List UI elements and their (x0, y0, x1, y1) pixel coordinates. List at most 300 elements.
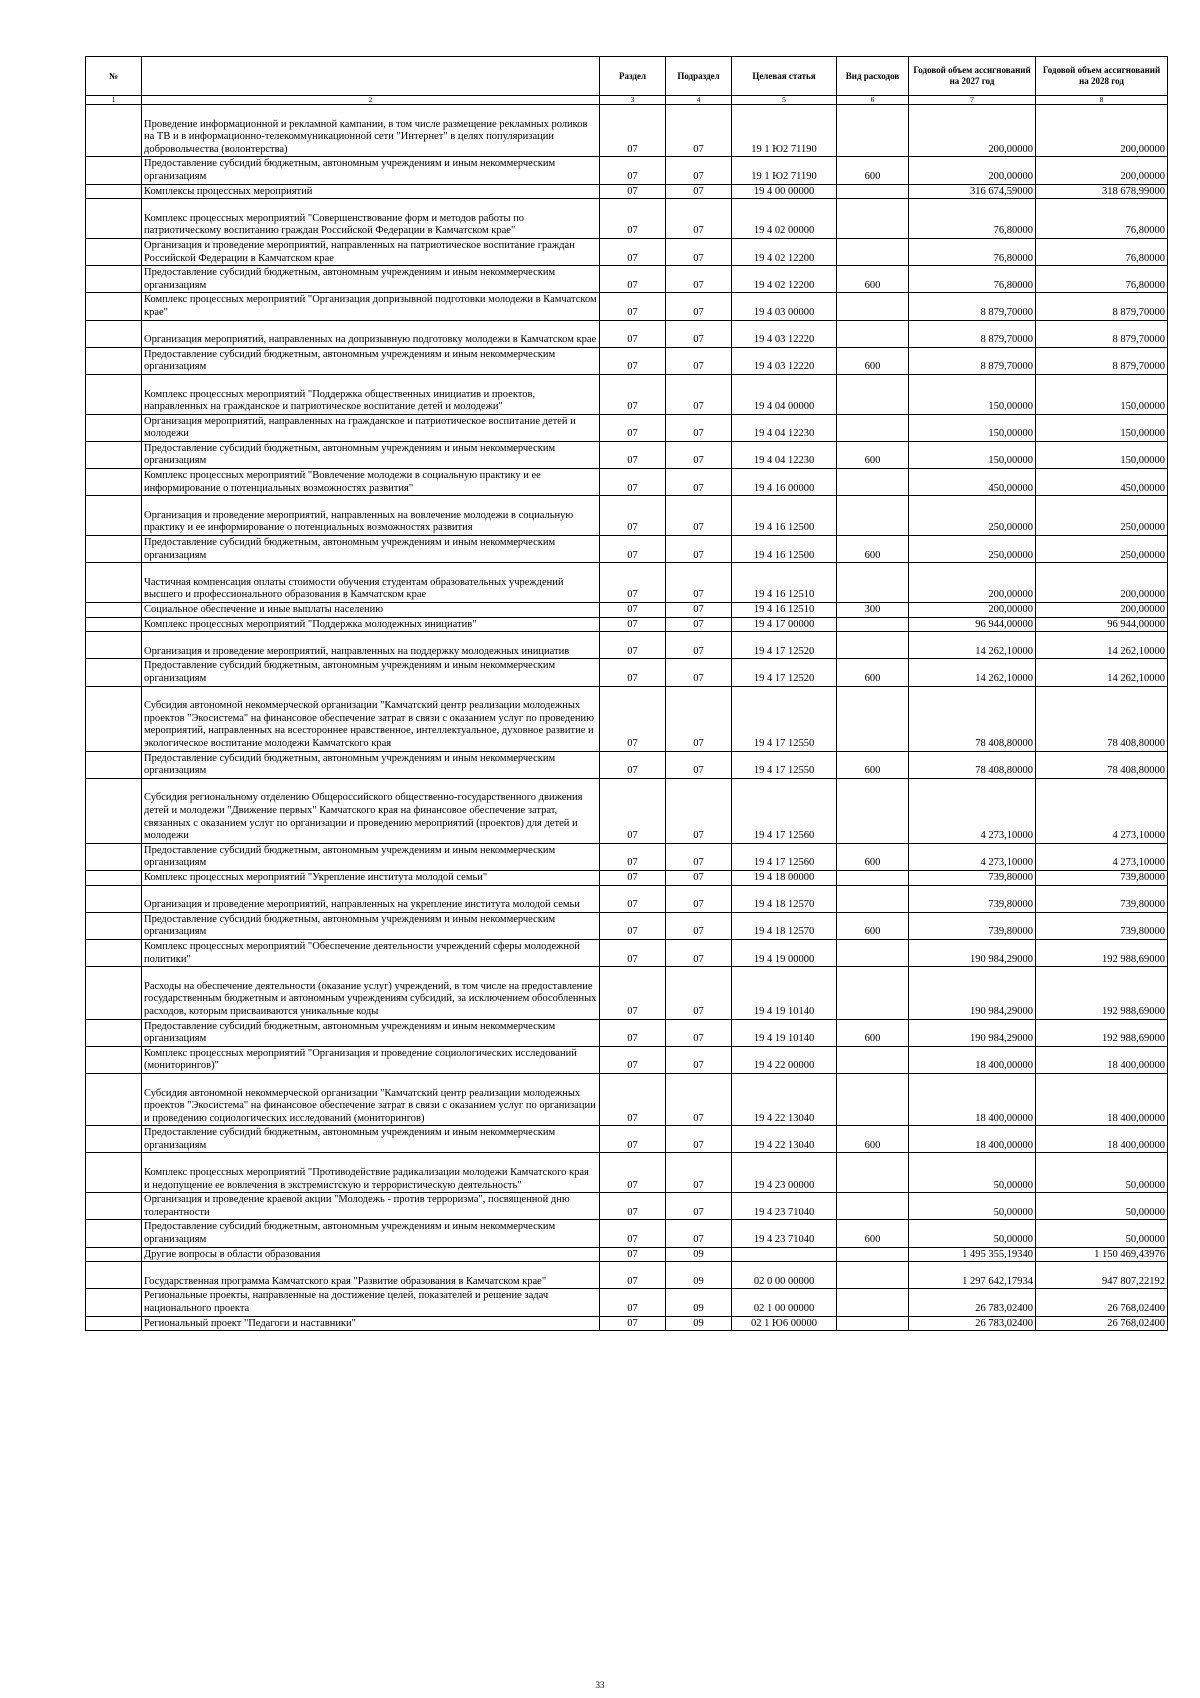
table-row (86, 603, 1168, 618)
target-article-cell: 19 4 19 10140 (732, 1019, 837, 1046)
target-article-cell: 19 4 23 71040 (732, 1193, 837, 1220)
razdel-cell: 07 (600, 659, 666, 686)
table-row (86, 496, 1168, 536)
volume-2028-cell: 18 400,00000 (1036, 1046, 1168, 1073)
expense-type-cell (837, 105, 909, 157)
target-article-cell: 19 1 Ю2 71190 (732, 105, 837, 157)
podrazdel-cell: 07 (666, 563, 732, 603)
podrazdel-cell: 09 (666, 1247, 732, 1262)
target-article-cell: 19 4 22 13040 (732, 1073, 837, 1125)
volume-2027-cell: 200,00000 (909, 563, 1036, 603)
razdel-cell: 07 (600, 617, 666, 632)
razdel-cell: 07 (600, 939, 666, 966)
header-row (86, 57, 1168, 96)
number-cell (86, 1126, 142, 1153)
volume-2027-cell: 150,00000 (909, 414, 1036, 441)
razdel-cell: 07 (600, 843, 666, 870)
podrazdel-cell: 07 (666, 536, 732, 563)
podrazdel-cell: 07 (666, 1019, 732, 1046)
podrazdel-cell: 07 (666, 1126, 732, 1153)
volume-2027-cell: 14 262,10000 (909, 659, 1036, 686)
target-article-cell: 19 4 17 12560 (732, 843, 837, 870)
podrazdel-cell: 07 (666, 912, 732, 939)
target-article-cell: 19 4 03 12220 (732, 320, 837, 347)
target-article-cell: 19 4 18 12570 (732, 885, 837, 912)
volume-2027-cell: 8 879,70000 (909, 320, 1036, 347)
podrazdel-cell: 09 (666, 1316, 732, 1331)
number-cell (86, 347, 142, 374)
target-article-cell: 19 4 04 12230 (732, 414, 837, 441)
number-cell (86, 1073, 142, 1125)
table-row (86, 238, 1168, 265)
target-article-cell: 19 4 17 12550 (732, 686, 837, 751)
expense-type-cell: 600 (837, 659, 909, 686)
volume-2028-cell: 76,80000 (1036, 266, 1168, 293)
target-article-cell: 19 4 03 00000 (732, 293, 837, 320)
column-number: 1 (86, 96, 142, 105)
number-cell (86, 632, 142, 659)
razdel-cell: 07 (600, 293, 666, 320)
number-cell (86, 967, 142, 1019)
item-name-cell: Субсидия автономной некоммерческой организации "Камчатский центр реализации молодежных проектов "Экосистема" на финансовое обеспечение затрат в связи с оказанием услуг по организации и проведению социологических исследований (мониторингов) (142, 1073, 600, 1125)
header-podrazdel: Подраздел (666, 57, 732, 96)
item-name-cell: Комплекс процессных мероприятий "Организация и проведение социологических исследований (мониторингов)" (142, 1046, 600, 1073)
table-row (86, 320, 1168, 347)
target-article-cell: 19 4 23 71040 (732, 1220, 837, 1247)
podrazdel-cell: 07 (666, 686, 732, 751)
volume-2027-cell: 450,00000 (909, 469, 1036, 496)
table-row (86, 1289, 1168, 1316)
razdel-cell: 07 (600, 632, 666, 659)
item-name-cell: Организация и проведение мероприятий, направленных на поддержку молодежных инициатив (142, 632, 600, 659)
volume-2028-cell: 4 273,10000 (1036, 843, 1168, 870)
target-article-cell: 19 4 00 00000 (732, 184, 837, 199)
item-name-cell: Предоставление субсидий бюджетным, автономным учреждениям и иным некоммерческим организациям (142, 441, 600, 468)
razdel-cell: 07 (600, 686, 666, 751)
volume-2027-cell: 316 674,59000 (909, 184, 1036, 199)
razdel-cell: 07 (600, 374, 666, 414)
item-name-cell: Государственная программа Камчатского края "Развитие образования в Камчатском крае" (142, 1262, 600, 1289)
number-cell (86, 157, 142, 184)
item-name-cell: Организация мероприятий, направленных на гражданское и патриотическое воспитание детей и молодежи (142, 414, 600, 441)
item-name-cell: Комплекс процессных мероприятий "Поддержка молодежных инициатив" (142, 617, 600, 632)
volume-2028-cell: 947 807,22192 (1036, 1262, 1168, 1289)
expense-type-cell: 600 (837, 912, 909, 939)
table-row (86, 563, 1168, 603)
volume-2028-cell: 192 988,69000 (1036, 967, 1168, 1019)
target-article-cell: 19 4 16 12510 (732, 603, 837, 618)
podrazdel-cell: 07 (666, 105, 732, 157)
target-article-cell: 19 4 17 12520 (732, 632, 837, 659)
razdel-cell: 07 (600, 870, 666, 885)
volume-2028-cell: 4 273,10000 (1036, 778, 1168, 843)
razdel-cell: 07 (600, 1019, 666, 1046)
podrazdel-cell: 07 (666, 374, 732, 414)
item-name-cell: Предоставление субсидий бюджетным, автономным учреждениям и иным некоммерческим организациям (142, 266, 600, 293)
number-cell (86, 1220, 142, 1247)
podrazdel-cell: 07 (666, 778, 732, 843)
number-cell (86, 778, 142, 843)
table-row (86, 1153, 1168, 1193)
item-name-cell: Организация и проведение мероприятий, направленных на вовлечение молодежи в социальную практику и ее информирование о потенциальных возможностях развития (142, 496, 600, 536)
table-row (86, 441, 1168, 468)
volume-2028-cell: 18 400,00000 (1036, 1126, 1168, 1153)
expense-type-cell: 600 (837, 266, 909, 293)
volume-2027-cell: 739,80000 (909, 912, 1036, 939)
table-row (86, 184, 1168, 199)
razdel-cell: 07 (600, 885, 666, 912)
volume-2028-cell: 76,80000 (1036, 199, 1168, 239)
expense-type-cell (837, 870, 909, 885)
target-article-cell: 19 4 04 00000 (732, 374, 837, 414)
podrazdel-cell: 07 (666, 199, 732, 239)
table-row (86, 1019, 1168, 1046)
item-name-cell: Комплекс процессных мероприятий "Противодействие радикализации молодежи Камчатского края и недопущение ее вовлечения в экстремистскую и террористическую деятельность" (142, 1153, 600, 1193)
volume-2028-cell: 8 879,70000 (1036, 347, 1168, 374)
item-name-cell: Предоставление субсидий бюджетным, автономным учреждениям и иным некоммерческим организациям (142, 843, 600, 870)
podrazdel-cell: 07 (666, 157, 732, 184)
expense-type-cell: 600 (837, 441, 909, 468)
number-cell (86, 1289, 142, 1316)
item-name-cell: Расходы на обеспечение деятельности (оказание услуг) учреждений, в том числе на предоставление государственным бюджетным и автономным учреждениям субсидий, за исключением обособленных расходов, которым присваиваются уникальные коды (142, 967, 600, 1019)
razdel-cell: 07 (600, 347, 666, 374)
expense-type-cell (837, 496, 909, 536)
item-name-cell: Предоставление субсидий бюджетным, автономным учреждениям и иным некоммерческим организациям (142, 1220, 600, 1247)
table-row (86, 939, 1168, 966)
razdel-cell: 07 (600, 496, 666, 536)
volume-2027-cell: 190 984,29000 (909, 967, 1036, 1019)
target-article-cell: 19 4 22 00000 (732, 1046, 837, 1073)
razdel-cell: 07 (600, 199, 666, 239)
volume-2027-cell: 150,00000 (909, 374, 1036, 414)
podrazdel-cell: 07 (666, 1073, 732, 1125)
header-target-article: Целевая статья (732, 57, 837, 96)
expense-type-cell (837, 885, 909, 912)
podrazdel-cell: 07 (666, 414, 732, 441)
volume-2028-cell: 318 678,99000 (1036, 184, 1168, 199)
item-name-cell: Субсидия региональному отделению Общероссийского общественно-государственного движения детей и молодежи "Движение первых" Камчатского края на финансовое обеспечение затрат, связанных с оказанием услуг по организации и проведению мероприятий (проектов) для детей и молодежи (142, 778, 600, 843)
volume-2027-cell: 1 297 642,17934 (909, 1262, 1036, 1289)
table-row (86, 105, 1168, 157)
volume-2028-cell: 200,00000 (1036, 105, 1168, 157)
table-row (86, 1046, 1168, 1073)
razdel-cell: 07 (600, 751, 666, 778)
column-number: 8 (1036, 96, 1168, 105)
volume-2027-cell: 18 400,00000 (909, 1046, 1036, 1073)
volume-2027-cell: 14 262,10000 (909, 632, 1036, 659)
podrazdel-cell: 07 (666, 967, 732, 1019)
number-cell (86, 199, 142, 239)
podrazdel-cell: 07 (666, 293, 732, 320)
podrazdel-cell: 07 (666, 632, 732, 659)
expense-type-cell (837, 1247, 909, 1262)
number-cell (86, 238, 142, 265)
podrazdel-cell: 07 (666, 1193, 732, 1220)
volume-2028-cell: 450,00000 (1036, 469, 1168, 496)
header-volume-2028: Годовой объем ассигнований на 2028 год (1036, 57, 1168, 96)
target-article-cell: 02 1 00 00000 (732, 1289, 837, 1316)
podrazdel-cell: 07 (666, 469, 732, 496)
expense-type-cell (837, 939, 909, 966)
expense-type-cell (837, 686, 909, 751)
column-number: 7 (909, 96, 1036, 105)
podrazdel-cell: 07 (666, 320, 732, 347)
volume-2028-cell: 250,00000 (1036, 536, 1168, 563)
item-name-cell: Комплекс процессных мероприятий "Организация допризывной подготовки молодежи в Камчатском крае" (142, 293, 600, 320)
volume-2028-cell: 50,00000 (1036, 1193, 1168, 1220)
item-name-cell: Комплекс процессных мероприятий "Поддержка общественных инициатив и проектов, направленных на гражданское и патриотическое воспитание детей и молодежи" (142, 374, 600, 414)
target-article-cell: 19 4 18 00000 (732, 870, 837, 885)
number-cell (86, 1316, 142, 1331)
expense-type-cell (837, 778, 909, 843)
volume-2027-cell: 4 273,10000 (909, 843, 1036, 870)
table-row (86, 374, 1168, 414)
volume-2027-cell: 150,00000 (909, 441, 1036, 468)
number-cell (86, 751, 142, 778)
number-cell (86, 184, 142, 199)
item-name-cell: Предоставление субсидий бюджетным, автономным учреждениям и иным некоммерческим организациям (142, 536, 600, 563)
page-number: 33 (595, 1680, 605, 1690)
column-number: 5 (732, 96, 837, 105)
number-cell (86, 1046, 142, 1073)
target-article-cell: 19 4 18 12570 (732, 912, 837, 939)
volume-2027-cell: 8 879,70000 (909, 347, 1036, 374)
volume-2027-cell: 739,80000 (909, 870, 1036, 885)
table-row (86, 870, 1168, 885)
razdel-cell: 07 (600, 414, 666, 441)
table-row (86, 1247, 1168, 1262)
razdel-cell: 07 (600, 536, 666, 563)
expense-type-cell (837, 320, 909, 347)
podrazdel-cell: 07 (666, 603, 732, 618)
item-name-cell: Социальное обеспечение и иные выплаты населению (142, 603, 600, 618)
razdel-cell: 07 (600, 563, 666, 603)
table-row (86, 912, 1168, 939)
podrazdel-cell: 07 (666, 870, 732, 885)
item-name-cell: Предоставление субсидий бюджетным, автономным учреждениям и иным некоммерческим организациям (142, 347, 600, 374)
volume-2028-cell: 150,00000 (1036, 414, 1168, 441)
expense-type-cell (837, 238, 909, 265)
table-row (86, 469, 1168, 496)
number-cell (86, 563, 142, 603)
column-number: 4 (666, 96, 732, 105)
volume-2028-cell: 78 408,80000 (1036, 751, 1168, 778)
number-cell (86, 374, 142, 414)
table-row (86, 347, 1168, 374)
volume-2028-cell: 192 988,69000 (1036, 1019, 1168, 1046)
table-row (86, 632, 1168, 659)
podrazdel-cell: 07 (666, 1046, 732, 1073)
volume-2027-cell: 8 879,70000 (909, 293, 1036, 320)
volume-2027-cell: 76,80000 (909, 238, 1036, 265)
target-article-cell: 19 4 02 12200 (732, 238, 837, 265)
item-name-cell: Предоставление субсидий бюджетным, автономным учреждениям и иным некоммерческим организациям (142, 1126, 600, 1153)
item-name-cell: Предоставление субсидий бюджетным, автономным учреждениям и иным некоммерческим организациям (142, 751, 600, 778)
volume-2028-cell: 200,00000 (1036, 157, 1168, 184)
podrazdel-cell: 07 (666, 659, 732, 686)
item-name-cell: Организация мероприятий, направленных на допризывную подготовку молодежи в Камчатском крае (142, 320, 600, 347)
expense-type-cell: 600 (837, 1126, 909, 1153)
volume-2027-cell: 78 408,80000 (909, 686, 1036, 751)
razdel-cell: 07 (600, 1316, 666, 1331)
header-expense-type: Вид расходов (837, 57, 909, 96)
podrazdel-cell: 07 (666, 843, 732, 870)
razdel-cell: 07 (600, 157, 666, 184)
number-cell (86, 939, 142, 966)
expense-type-cell: 600 (837, 1220, 909, 1247)
volume-2027-cell: 4 273,10000 (909, 778, 1036, 843)
volume-2027-cell: 26 783,02400 (909, 1316, 1036, 1331)
item-name-cell: Предоставление субсидий бюджетным, автономным учреждениям и иным некоммерческим организациям (142, 1019, 600, 1046)
expense-type-cell: 300 (837, 603, 909, 618)
volume-2028-cell: 250,00000 (1036, 496, 1168, 536)
table-row (86, 1193, 1168, 1220)
razdel-cell: 07 (600, 1262, 666, 1289)
volume-2027-cell: 76,80000 (909, 199, 1036, 239)
item-name-cell: Предоставление субсидий бюджетным, автономным учреждениям и иным некоммерческим организациям (142, 659, 600, 686)
podrazdel-cell: 07 (666, 496, 732, 536)
header-razdel: Раздел (600, 57, 666, 96)
column-number-row (86, 96, 1168, 105)
table-row (86, 967, 1168, 1019)
razdel-cell: 07 (600, 778, 666, 843)
item-name-cell: Проведение информационной и рекламной кампании, в том числе размещение рекламных роликов на ТВ и в информационно-телекоммуникационной сети "Интернет" в целях популяризации добровольчества (волонтерства) (142, 105, 600, 157)
volume-2027-cell: 78 408,80000 (909, 751, 1036, 778)
volume-2027-cell: 50,00000 (909, 1153, 1036, 1193)
target-article-cell: 19 4 16 12500 (732, 496, 837, 536)
razdel-cell: 07 (600, 1193, 666, 1220)
podrazdel-cell: 07 (666, 1153, 732, 1193)
table-row (86, 414, 1168, 441)
number-cell (86, 293, 142, 320)
volume-2028-cell: 50,00000 (1036, 1153, 1168, 1193)
expense-type-cell (837, 414, 909, 441)
item-name-cell: Предоставление субсидий бюджетным, автономным учреждениям и иным некоммерческим организациям (142, 912, 600, 939)
razdel-cell: 07 (600, 1247, 666, 1262)
razdel-cell: 07 (600, 1046, 666, 1073)
target-article-cell: 19 4 19 10140 (732, 967, 837, 1019)
volume-2027-cell: 26 783,02400 (909, 1289, 1036, 1316)
target-article-cell: 19 4 16 12510 (732, 563, 837, 603)
expense-type-cell: 600 (837, 751, 909, 778)
expense-type-cell (837, 1153, 909, 1193)
table-row (86, 1316, 1168, 1331)
volume-2027-cell: 200,00000 (909, 105, 1036, 157)
number-cell (86, 1019, 142, 1046)
volume-2028-cell: 76,80000 (1036, 238, 1168, 265)
number-cell (86, 885, 142, 912)
expense-type-cell: 600 (837, 157, 909, 184)
target-article-cell: 02 1 Ю6 00000 (732, 1316, 837, 1331)
volume-2027-cell: 200,00000 (909, 157, 1036, 184)
volume-2027-cell: 190 984,29000 (909, 1019, 1036, 1046)
item-name-cell: Комплекс процессных мероприятий "Обеспечение деятельности учреждений сферы молодежной политики" (142, 939, 600, 966)
target-article-cell: 19 4 04 12230 (732, 441, 837, 468)
volume-2028-cell: 200,00000 (1036, 603, 1168, 618)
expense-type-cell (837, 1073, 909, 1125)
number-cell (86, 659, 142, 686)
expense-type-cell: 600 (837, 843, 909, 870)
number-cell (86, 617, 142, 632)
item-name-cell: Комплекс процессных мероприятий "Укрепление института молодой семьи" (142, 870, 600, 885)
number-cell (86, 1262, 142, 1289)
number-cell (86, 912, 142, 939)
target-article-cell: 19 4 02 12200 (732, 266, 837, 293)
target-article-cell: 19 4 22 13040 (732, 1126, 837, 1153)
razdel-cell: 07 (600, 912, 666, 939)
target-article-cell: 19 4 17 12550 (732, 751, 837, 778)
volume-2027-cell: 50,00000 (909, 1193, 1036, 1220)
budget-table-sheet (85, 56, 1167, 1331)
number-cell (86, 686, 142, 751)
volume-2028-cell: 50,00000 (1036, 1220, 1168, 1247)
volume-2028-cell: 14 262,10000 (1036, 659, 1168, 686)
expense-type-cell (837, 563, 909, 603)
expense-type-cell: 600 (837, 1019, 909, 1046)
volume-2028-cell: 8 879,70000 (1036, 293, 1168, 320)
item-name-cell: Организация и проведение мероприятий, направленных на патриотическое воспитание граждан Российской Федерации в Камчатском крае (142, 238, 600, 265)
table-row (86, 885, 1168, 912)
item-name-cell: Частичная компенсация оплаты стоимости обучения студентам образовательных учреждений высшего и профессионального образования в Камчатском крае (142, 563, 600, 603)
razdel-cell: 07 (600, 603, 666, 618)
header-name (142, 57, 600, 96)
target-article-cell: 19 4 17 12560 (732, 778, 837, 843)
item-name-cell: Комплексы процессных мероприятий (142, 184, 600, 199)
target-article-cell: 19 4 16 12500 (732, 536, 837, 563)
table-row (86, 686, 1168, 751)
volume-2028-cell: 150,00000 (1036, 441, 1168, 468)
header-volume-2027: Годовой объем ассигнований на 2027 год (909, 57, 1036, 96)
volume-2027-cell: 76,80000 (909, 266, 1036, 293)
podrazdel-cell: 07 (666, 939, 732, 966)
target-article-cell: 02 0 00 00000 (732, 1262, 837, 1289)
number-cell (86, 441, 142, 468)
item-name-cell: Региональный проект "Педагоги и наставники" (142, 1316, 600, 1331)
volume-2028-cell: 14 262,10000 (1036, 632, 1168, 659)
razdel-cell: 07 (600, 266, 666, 293)
podrazdel-cell: 07 (666, 1220, 732, 1247)
number-cell (86, 496, 142, 536)
header-number: № (86, 57, 142, 96)
table-row (86, 1126, 1168, 1153)
podrazdel-cell: 07 (666, 238, 732, 265)
volume-2027-cell: 96 944,00000 (909, 617, 1036, 632)
expense-type-cell (837, 293, 909, 320)
podrazdel-cell: 07 (666, 184, 732, 199)
table-row (86, 293, 1168, 320)
number-cell (86, 1193, 142, 1220)
razdel-cell: 07 (600, 469, 666, 496)
number-cell (86, 320, 142, 347)
table-row (86, 1262, 1168, 1289)
volume-2028-cell: 78 408,80000 (1036, 686, 1168, 751)
number-cell (86, 414, 142, 441)
table-row (86, 778, 1168, 843)
table-row (86, 843, 1168, 870)
table-row (86, 1220, 1168, 1247)
expense-type-cell (837, 617, 909, 632)
razdel-cell: 07 (600, 1220, 666, 1247)
volume-2028-cell: 26 768,02400 (1036, 1316, 1168, 1331)
item-name-cell: Другие вопросы в области образования (142, 1247, 600, 1262)
razdel-cell: 07 (600, 238, 666, 265)
number-cell (86, 105, 142, 157)
volume-2028-cell: 8 879,70000 (1036, 320, 1168, 347)
expense-type-cell (837, 1289, 909, 1316)
column-number: 3 (600, 96, 666, 105)
volume-2027-cell: 190 984,29000 (909, 939, 1036, 966)
target-article-cell: 19 4 16 00000 (732, 469, 837, 496)
